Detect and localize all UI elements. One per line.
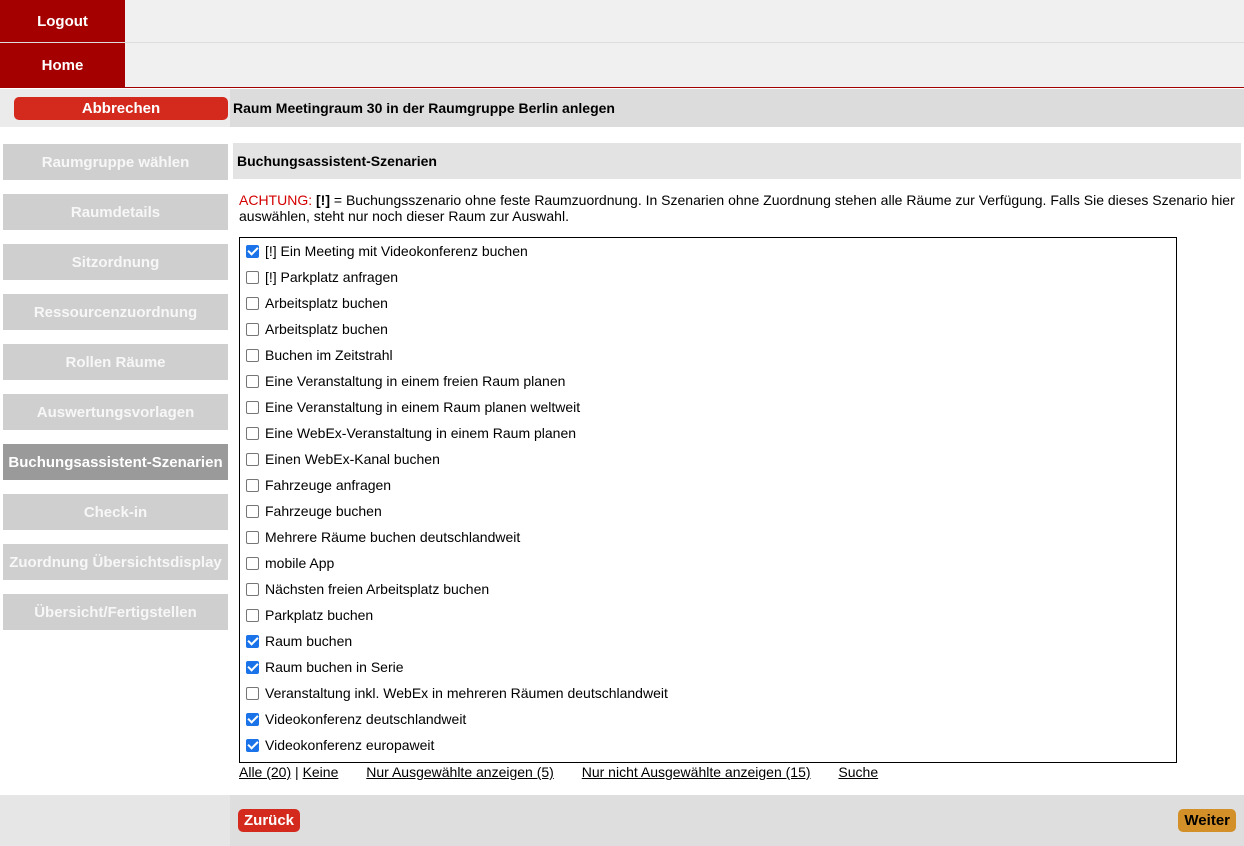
warning-text [239,192,1244,224]
scenario-checkbox[interactable] [246,479,259,492]
filter-unselected-link[interactable]: Nur nicht Ausgewählte anzeigen (15) [581,764,811,780]
scenario-row[interactable] [246,264,398,290]
scenario-label: Raum buchen in Serie [265,659,404,675]
scenario-row[interactable] [246,446,440,472]
scenario-row[interactable] [246,290,388,316]
filter-separator: | [295,764,299,780]
scenario-checkbox[interactable] [246,739,259,752]
warning-body: = Buchungsszenario ohne feste Raumzuordnung. In Szenarien ohne Zuordnung stehen alle Räume zur Verfügung. Falls Sie dieses Szenario hier auswählen, steht nur noch dieser Raum zur Auswahl. [239,192,1235,224]
scenario-label: Arbeitsplatz buchen [265,295,388,311]
scenario-row[interactable] [246,368,565,394]
scenario-label: [!] Parkplatz anfragen [265,269,399,285]
scenario-row[interactable] [246,394,580,420]
filter-selected-link[interactable]: Nur Ausgewählte anzeigen (5) [366,764,554,780]
scenario-row[interactable] [246,628,352,654]
sidebar-item[interactable]: Sitzordnung [3,244,228,280]
scenario-checkbox[interactable] [246,713,259,726]
home-button[interactable]: Home [0,43,125,87]
cancel-button[interactable]: Abbrechen [14,97,228,120]
scenario-checkbox[interactable] [246,427,259,440]
wizard-steps-sidebar [0,127,230,795]
scenario-checkbox[interactable] [246,531,259,544]
search-link[interactable]: Suche [838,764,879,780]
scenario-row[interactable] [246,420,576,446]
warning-prefix: ACHTUNG: [239,192,313,208]
scenario-row[interactable] [246,550,334,576]
scenario-checkbox[interactable] [246,609,259,622]
scenario-label: [!] Ein Meeting mit Videokonferenz buchen [265,243,528,259]
scenario-label: Veranstaltung inkl. WebEx in mehreren Räumen deutschlandweit [265,685,668,701]
list-filters [239,764,878,780]
scenario-row[interactable] [246,680,668,706]
scenario-label: Eine Veranstaltung in einem freien Raum planen [265,373,566,389]
scenario-label: Raum buchen [265,633,353,649]
page-title: Raum Meetingraum 30 in der Raumgruppe Berlin anlegen [233,100,615,116]
scenario-row[interactable] [246,706,466,732]
scenario-label: Videokonferenz europaweit [265,737,435,753]
scenario-checkbox[interactable] [246,271,259,284]
scenario-label: Eine WebEx-Veranstaltung in einem Raum planen [265,425,577,441]
section-title: Buchungsassistent-Szenarien [233,143,1241,179]
scenario-row[interactable] [246,498,382,524]
scenario-label: Arbeitsplatz buchen [265,321,388,337]
scenario-list [239,237,1177,763]
main-content [230,127,1244,795]
scenario-row[interactable] [246,602,373,628]
logout-button[interactable]: Logout [0,0,125,42]
scenario-row[interactable] [246,342,393,368]
scenario-label: Einen WebEx-Kanal buchen [265,451,440,467]
sidebar-item[interactable]: Rollen Räume [3,344,228,380]
scenario-row[interactable] [246,576,489,602]
scenario-label: Parkplatz buchen [265,607,374,623]
sidebar-item[interactable]: Raumgruppe wählen [3,144,228,180]
title-bar-left [0,89,230,127]
scenario-checkbox[interactable] [246,375,259,388]
scenario-checkbox[interactable] [246,661,259,674]
sidebar-item[interactable]: Übersicht/Fertigstellen [3,594,228,630]
scenario-checkbox[interactable] [246,505,259,518]
scenario-label: mobile App [265,555,335,571]
scenario-checkbox[interactable] [246,297,259,310]
filter-none-link[interactable]: Keine [302,764,339,780]
sidebar-item[interactable]: Zuordnung Übersichtsdisplay [3,544,228,580]
sidebar-item[interactable]: Buchungsassistent-Szenarien [3,444,228,480]
scenario-row[interactable] [246,238,528,264]
footer-bar [0,795,1244,846]
logout-bar [0,0,1244,43]
scenario-checkbox[interactable] [246,401,259,414]
back-button[interactable]: Zurück [238,809,300,832]
sidebar-item[interactable]: Auswertungsvorlagen [3,394,228,430]
scenario-label: Fahrzeuge anfragen [265,477,392,493]
scenario-label: Nächsten freien Arbeitsplatz buchen [265,581,490,597]
next-button[interactable]: Weiter [1178,809,1236,832]
scenario-checkbox[interactable] [246,635,259,648]
scenario-checkbox[interactable] [246,323,259,336]
scenario-label: Eine Veranstaltung in einem Raum planen weltweit [265,399,581,415]
home-bar [0,43,1244,88]
footer-left [0,795,230,846]
scenario-label: Videokonferenz deutschlandweit [265,711,467,727]
title-bar [0,89,1244,127]
scenario-label: Buchen im Zeitstrahl [265,347,393,363]
scenario-checkbox[interactable] [246,349,259,362]
scenario-checkbox[interactable] [246,245,259,258]
scenario-row[interactable] [246,654,404,680]
scenario-row[interactable] [246,524,520,550]
scenario-row[interactable] [246,472,391,498]
scenario-checkbox[interactable] [246,687,259,700]
scenario-checkbox[interactable] [246,453,259,466]
scenario-checkbox[interactable] [246,557,259,570]
scenario-row[interactable] [246,732,434,758]
sidebar-item[interactable]: Raumdetails [3,194,228,230]
scenario-checkbox[interactable] [246,583,259,596]
sidebar-item[interactable]: Ressourcenzuordnung [3,294,228,330]
filter-all-link[interactable]: Alle (20) [239,764,292,780]
scenario-label: Fahrzeuge buchen [265,503,382,519]
sidebar-item[interactable]: Check-in [3,494,228,530]
scenario-label: Mehrere Räume buchen deutschlandweit [265,529,521,545]
scenario-row[interactable] [246,316,388,342]
warning-marker: [!] [316,192,331,208]
